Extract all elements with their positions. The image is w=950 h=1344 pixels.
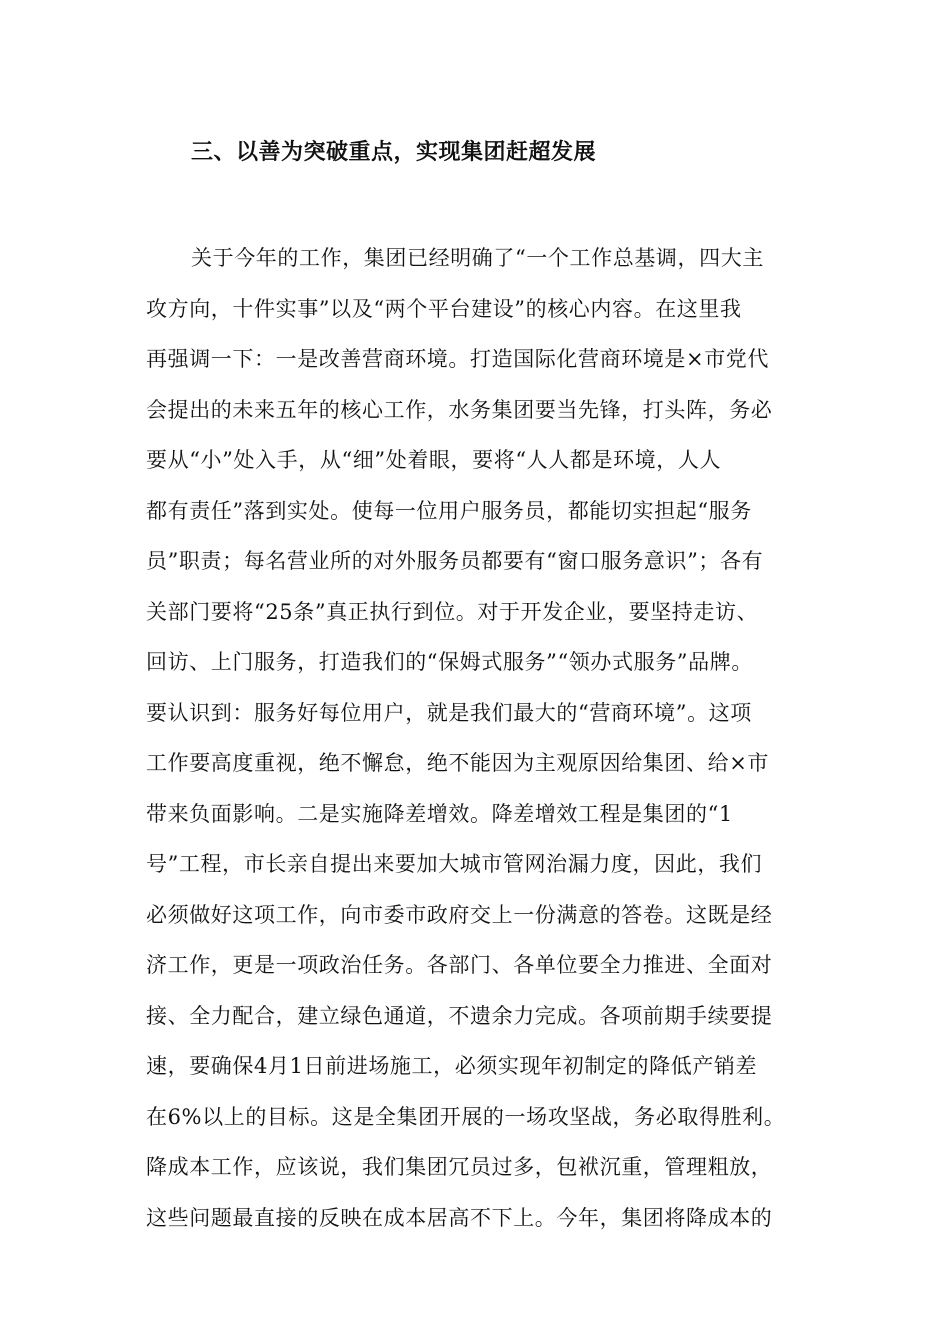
- paragraph-line: 再强调一下：一是改善营商环境。打造国际化营商环境是×市党代: [146, 347, 769, 371]
- paragraph-line: 工作要高度重视，绝不懈怠，绝不能因为主观原因给集团、给×市: [146, 751, 769, 775]
- paragraph-line: 接、全力配合，建立绿色通道，不遗余力完成。各项前期手续要提: [146, 1003, 773, 1028]
- paragraph-line: 关部门要将“25条”真正执行到位。对于开发企业，要坚持走访、: [146, 599, 759, 624]
- paragraph-line: 带来负面影响。二是实施降差增效。降差增效工程是集团的“1: [146, 801, 733, 826]
- paragraph-line: 要认识到：服务好每位用户，就是我们最大的“营商环境”。这项: [146, 700, 752, 725]
- paragraph-line: 必须做好这项工作，向市委市政府交上一份满意的答卷。这既是经: [146, 902, 773, 927]
- paragraph-line: 都有责任”落到实处。使每一位用户服务员，都能切实担起“服务: [146, 498, 752, 523]
- section-heading: 三、以善为突破重点，实现集团赶超发展: [191, 139, 597, 165]
- paragraph: [146, 233, 816, 1243]
- paragraph-line: 会提出的未来五年的核心工作，水务集团要当先锋，打头阵，务必: [146, 397, 773, 422]
- paragraph-line: 回访、上门服务，打造我们的“保姆式服务”“领办式服务”品牌。: [146, 650, 753, 674]
- paragraph-line: 号”工程，市长亲自提出来要加大城市管网治漏力度，因此，我们: [146, 852, 763, 876]
- paragraph-line: 这些问题最直接的反映在成本居高不下上。今年，集团将降成本的: [146, 1205, 773, 1230]
- paragraph-line: 攻方向，十件实事”以及“两个平台建设”的核心内容。在这里我: [146, 296, 742, 321]
- paragraph-line: 济工作，更是一项政治任务。各部门、各单位要全力推进、全面对: [146, 953, 773, 977]
- paragraph-line: 在6%以上的目标。这是全集团开展的一场攻坚战，务必取得胜利。: [146, 1104, 786, 1129]
- paragraph-line: 关于今年的工作，集团已经明确了“一个工作总基调，四大主: [191, 246, 764, 270]
- paragraph-line: 速，要确保4月1日前进场施工，必须实现年初制定的降低产销差: [146, 1054, 758, 1078]
- paragraph-line: 要从“小”处入手，从“细”处着眼，要将“人人都是环境，人人: [146, 448, 722, 472]
- paragraph-line: 员”职责；每名营业所的对外服务员都要有“窗口服务意识”；各有: [146, 549, 764, 573]
- paragraph-line: 降成本工作，应该说，我们集团冗员过多，包袱沉重，管理粗放，: [146, 1155, 773, 1179]
